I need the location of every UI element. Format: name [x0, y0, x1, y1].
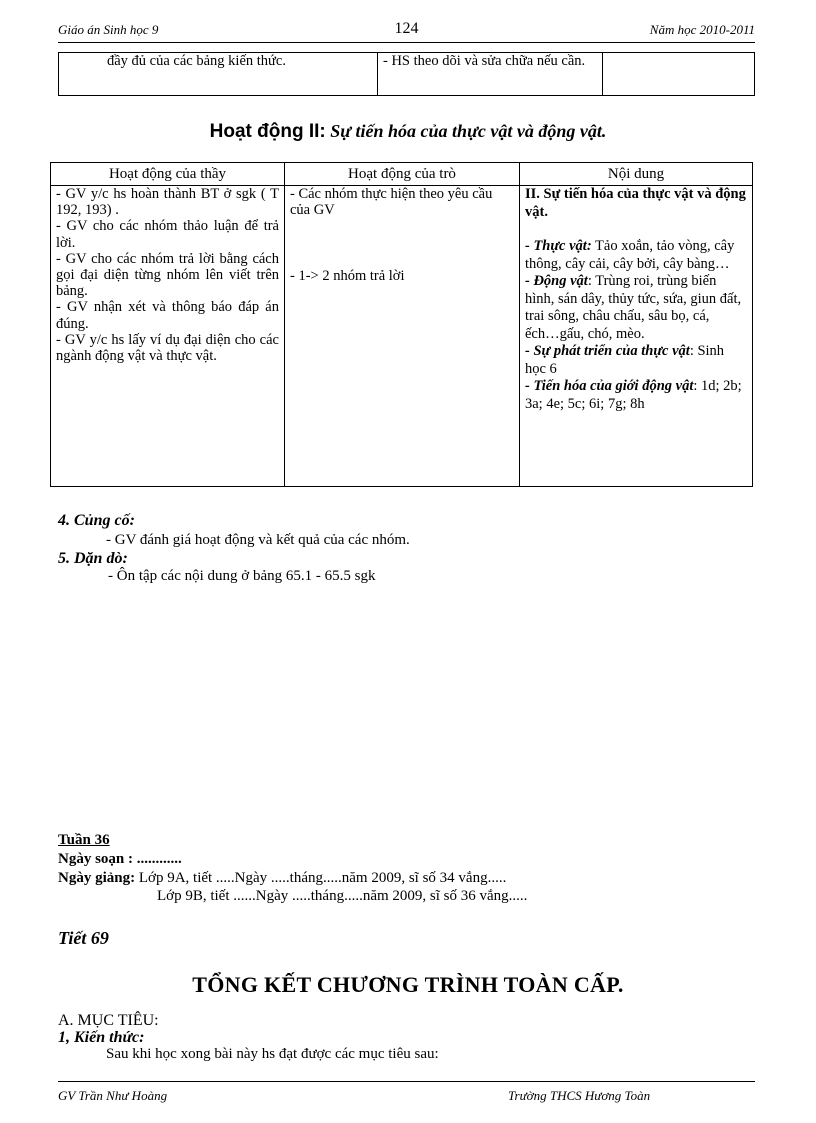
student-step: - Các nhóm thực hiện theo yêu cầu của GV	[290, 186, 493, 219]
teaching-date-9a: Ngày giảng: Lớp 9A, tiết .....Ngày .....tháng.....năm 2009, sĩ số 34 vắng.....	[58, 870, 507, 886]
teaching-date-label: Ngày giảng:	[58, 870, 136, 886]
header-teacher: Hoạt động của thầy	[51, 163, 285, 186]
activity-title: Sự tiến hóa của thực vật và động vật.	[330, 121, 607, 141]
section-4-title: 4. Củng cố:	[58, 512, 135, 529]
content-animal-evolution: - Tiến hóa của giới động vật: 1d; 2b; 3a; 4e; 5c; 6i; 7g; 8h	[525, 378, 742, 412]
teaching-date-9b: Lớp 9B, tiết ......Ngày .....tháng.....năm 2009, sĩ số 36 vắng.....	[157, 888, 528, 904]
lesson-title: TỔNG KẾT CHƯƠNG TRÌNH TOÀN CẤP.	[192, 972, 624, 997]
teacher-activities	[51, 186, 285, 487]
activity-table-row	[51, 186, 753, 487]
header-subject: Giáo án Sinh học 9	[58, 22, 159, 37]
lesson-number: Tiết 69	[58, 928, 109, 948]
activity-heading	[0, 121, 816, 143]
header-school-year: Năm học 2010-2011	[649, 22, 755, 37]
objectives-line: Sau khi học xong bài này hs đạt được các mục tiêu sau:	[106, 1046, 439, 1062]
continuation-cell-student: - HS theo dõi và sửa chữa nếu cần.	[378, 53, 603, 96]
content-plants: - Thực vật: Tảo xoắn, tảo vòng, cây thông, cây cải, cây bởi, cây bàng…	[525, 238, 735, 272]
continuation-table	[58, 52, 755, 96]
continuation-cell-content	[603, 53, 755, 96]
content-heading: II. Sự tiến hóa của thực vật và động vật.	[525, 186, 746, 220]
page-header	[58, 20, 755, 43]
section-5-title: 5. Dặn dò:	[58, 550, 128, 567]
footer-school: Trường THCS Hương Toàn	[508, 1088, 651, 1103]
header-content: Nội dung	[520, 163, 753, 186]
teacher-step: - GV y/c hs lấy ví dụ đại diện cho các ngành động vật và thực vật.	[56, 331, 279, 365]
content-column	[520, 186, 753, 487]
knowledge-heading: 1, Kiến thức:	[58, 1029, 145, 1046]
teacher-step: - GV cho các nhóm trả lời bằng cách gọi đại diện từng nhóm lên viết trên bảng.	[56, 250, 279, 300]
footer-teacher: GV Trần Như Hoàng	[58, 1088, 168, 1103]
activity-table	[50, 162, 753, 487]
page-number: 124	[394, 20, 419, 37]
content-animals: - Động vật: Trùng roi, trùng biến hình, sán dây, thủy tức, sứa, giun đất, trai sông, châu chấu, sâu bọ, cá, ếch…gấu, chó, mèo.	[525, 273, 742, 342]
section-4-line: - GV đánh giá hoạt động và kết quả của các nhóm.	[106, 532, 410, 548]
student-activities	[285, 186, 520, 487]
student-step: - 1-> 2 nhóm trả lời	[290, 268, 405, 285]
continuation-cell-teacher: đầy đủ của các bảng kiến thức.	[59, 53, 378, 96]
teacher-step: - GV y/c hs hoàn thành BT ở sgk ( T 192, 193) .	[56, 186, 279, 219]
activity-table-header-row	[51, 163, 753, 186]
activity-prefix: Hoạt động II:	[209, 121, 326, 142]
section-5-line: - Ôn tập các nội dung ở bảng 65.1 - 65.5 sgk	[108, 568, 376, 584]
objectives-heading: A. MỤC TIÊU:	[58, 1012, 159, 1029]
teacher-step: - GV cho các nhóm thảo luận để trả lời.	[56, 218, 279, 251]
week-label: Tuần 36	[58, 832, 110, 848]
teacher-step: - GV nhận xét và thông báo đáp án đúng.	[56, 299, 279, 332]
header-student: Hoạt động của trò	[285, 163, 520, 186]
prep-date: Ngày soạn : ............	[58, 851, 182, 867]
content-plant-development: - Sự phát triển của thực vật: Sinh học 6	[525, 343, 725, 377]
page-footer	[58, 1081, 755, 1106]
